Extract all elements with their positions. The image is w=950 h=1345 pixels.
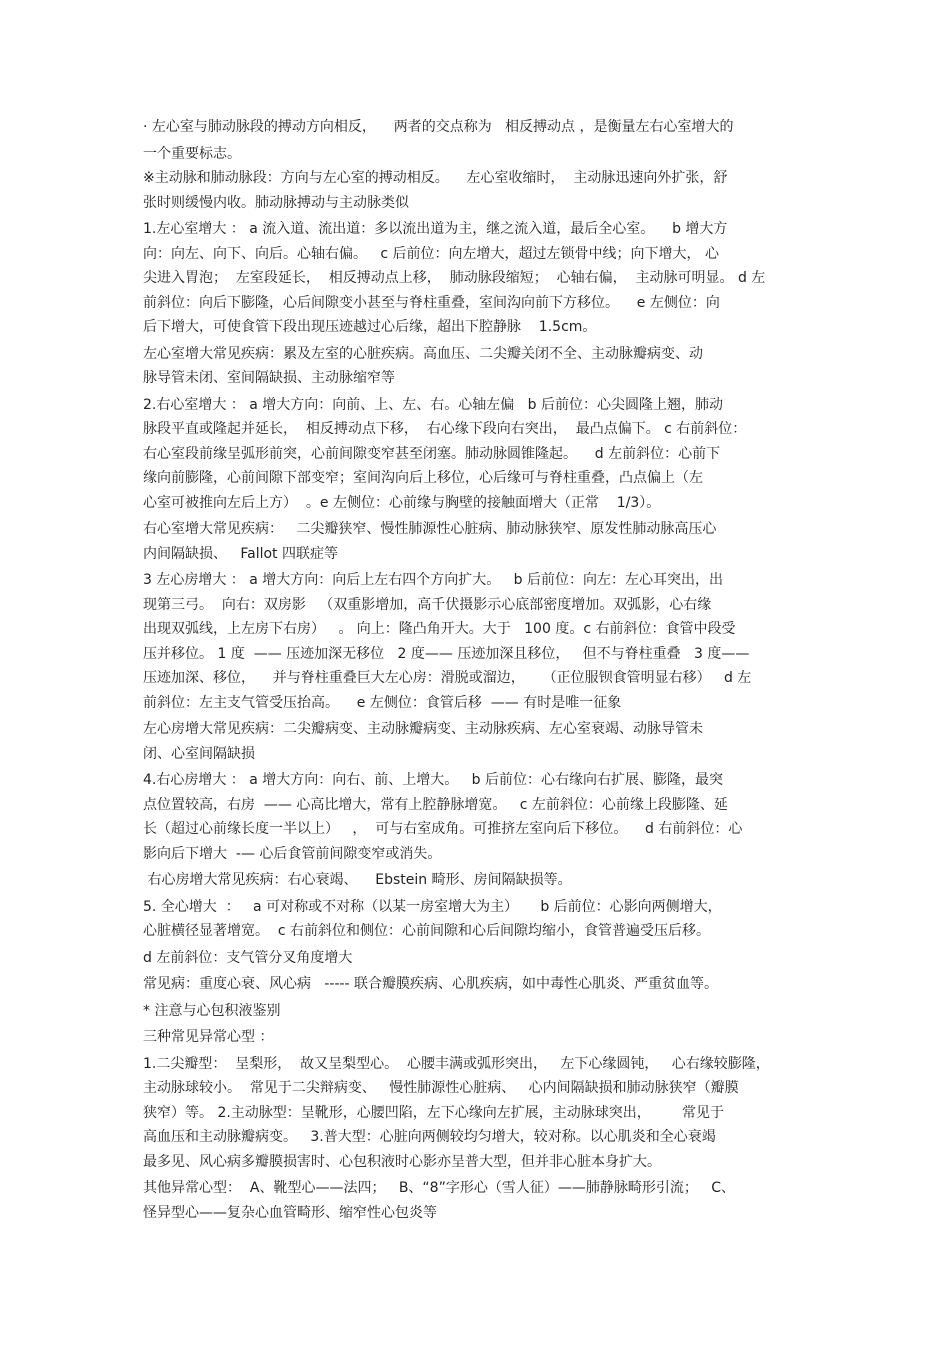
text-line: 向：向左、向下、向后。心轴右偏。 c 后前位：向左增大，超过左锁骨中线；向下增大， 心 [143, 245, 719, 262]
text-line: 右心室增大常见疾病： 二尖瓣狭窄、慢性肺源性心脏病、肺动脉狭窄、原发性肺动脉高压心 [143, 521, 717, 537]
text-line: 脉段平直或隆起并延长， 相反搏动点下移， 右心缘下段向右突出， 最凸点偏下。 c 右前斜位： [143, 421, 747, 437]
text-line: ※主动脉和肺动脉段：方向与左心室的搏动相反。 左心室收缩时， 主动脉迅速向外扩张，舒 [143, 170, 728, 186]
text-line: d 左前斜位：支气管分叉角度增大 [143, 949, 353, 966]
text-line: 狭窄）等。 2.主动脉型：呈靴形，心腰凹陷，左下心缘向左扩展，主动脉球突出， 常见于 [143, 1104, 724, 1121]
text-line: 现第三弓。 向右：双房影 （双重影增加，高千伏摄影示心底部密度增加。双弧影，心右缘 [143, 596, 712, 613]
text-line: 三种常见异常心型 ： [143, 1029, 274, 1045]
text-line: 右心室段前缘呈弧形前突，心前间隙变窄甚至闭塞。肺动脉圆锥隆起。 d 左前斜位：心前下 [143, 445, 721, 462]
text-line: 心脏横径显著增宽。 c 右前斜位和侧位：心前间隙和心后间隙均缩小，食管普遍受压后移。 [143, 923, 711, 939]
text-line: 4.右心房增大 ： a 增大方向：向右、前、上增大。 b 后前位：心右缘向右扩展、膨隆，最突 [143, 772, 723, 788]
text-line: 左心室增大常见疾病：累及左室的心脏疾病。高血压、二尖瓣关闭不全、主动脉瓣病变、动 [143, 345, 703, 362]
document-body [143, 115, 815, 1225]
text-line: 压并移位。 1 度 —— 压迹加深无移位 2 度—— 压迹加深且移位， 但不与脊柱重叠 3 度—— [143, 645, 750, 662]
text-line: 张时则缓慢内收。肺动脉搏动与主动脉类似 [143, 194, 409, 211]
text-line: 常见病：重度心衰、风心病 ----- 联合瓣膜疾病、心肌疾病，如中毒性心肌炎、严重贫血等。 [143, 976, 719, 992]
text-line: 3 左心房增大 ： a 增大方向：向后上左右四个方向扩大。 b 后前位：向左：左心耳突出，出 [143, 572, 723, 588]
text-line: · 左心室与肺动脉段的搏动方向相反， 两者的交点称为 相反搏动点 ，是衡量左右心室增大的 [143, 119, 734, 135]
text-line: 2.右心室增大 ： a 增大方向：向前、上、左、右。心轴左偏 b 后前位：心尖圆隆上翘，肺动 [143, 396, 723, 413]
text-line: 尖进入胃泡； 左室段延长， 相反搏动点上移， 肺动脉段缩短； 心轴右偏， 主动脉可明显。 d 左 [143, 270, 766, 286]
text-line: 出现双弧线，上左房下右房） 。 向上：隆凸角开大。大于 100 度。c 右前斜位：食管中段受 [143, 621, 736, 637]
text-line: 最多见、风心病多瓣膜损害时、心包积液时心影亦呈普大型，但并非心脏本身扩大。 [143, 1153, 661, 1170]
text-line: 前斜位：向后下膨隆，心后间隙变小甚至与脊柱重叠，室间沟向前下方移位。 e 左侧位：向 [143, 294, 720, 311]
text-line: 脉导管未闭、室间隔缺损、主动脉缩窄等 [143, 370, 395, 386]
text-line: 其他异常心型： A、靴型心——法四； B、“8”字形心（雪人征）——肺静脉畸形引流； C、 [143, 1180, 735, 1196]
text-line: 缘向前膨隆，心前间隙下部变窄；室间沟向后上移位，心后缘可与脊柱重叠，凸点偏上（左 [143, 470, 703, 486]
text-line: 1.左心室增大 ： a 流入道、流出道：多以流出道为主，继之流入道，最后全心室。 b 增大方 [143, 221, 728, 237]
text-line: 内间隔缺损、 Fallot 四联症等 [143, 545, 338, 562]
text-line: 后下增大，可使食管下段出现压迹越过心后缘，超出下腔静脉 1.5cm。 [143, 319, 597, 335]
text-line: 左心房增大常见疾病：二尖瓣病变、主动脉瓣病变、主动脉疾病、左心室衰竭、动脉导管未 [143, 721, 703, 737]
text-line: 闭、心室间隔缺损 [143, 745, 255, 762]
text-line: 心室可被推向左后上方） 。e 左侧位：心前缘与胸壁的接触面增大（正常 1/3）。 [143, 494, 661, 511]
text-line: 影向后下增大 -— 心后食管前间隙变窄或消失。 [143, 845, 442, 862]
text-line: 主动脉球较小。 常见于二尖辩病变、 慢性肺源性心脏病、 心内间隔缺损和肺动脉狭窄（瓣膜 [143, 1080, 739, 1096]
text-line: 长（超过心前缘长度一半以上） ， 可与右室成角。可推挤左室向后下移位。 d 右前斜位：心 [143, 821, 743, 837]
text-line: 点位置较高，右房 —— 心高比增大，常有上腔静脉增宽。 c 左前斜位：心前缘上段膨隆、延 [143, 796, 728, 813]
text-line: 高血压和主动脉瓣病变。 3.普大型：心脏向两侧较均匀增大，较对称。以心肌炎和全心衰竭 [143, 1129, 716, 1145]
text-line: 5. 全心增大 ： a 可对称或不对称（以某一房室增大为主） b 后前位：心影向两侧增大， [143, 898, 722, 915]
text-line: 压迹加深、移位， 并与脊柱重叠巨大左心房：滑脱或溜边， （正位服钡食管明显右移） d 左 [143, 670, 752, 686]
text-line: 前斜位：左主支气管受压抬高。 e 左侧位：食管后移 —— 有时是唯一征象 [143, 694, 622, 711]
text-line: 一个重要标志。 [143, 145, 241, 162]
text-line: 怪异型心——复杂心血管畸形、缩窄性心包炎等 [143, 1204, 437, 1221]
text-line: 右心房增大常见疾病：右心衰竭、 Ebstein 畸形、房间隔缺损等。 [143, 872, 572, 888]
text-line: 1.二尖瓣型： 呈梨形， 故又呈梨型心。 心腰丰满或弧形突出， 左下心缘圆钝， 心右缘较膨隆， [143, 1055, 770, 1072]
text-line: * 注意与心包积液鉴别 [143, 1002, 281, 1019]
